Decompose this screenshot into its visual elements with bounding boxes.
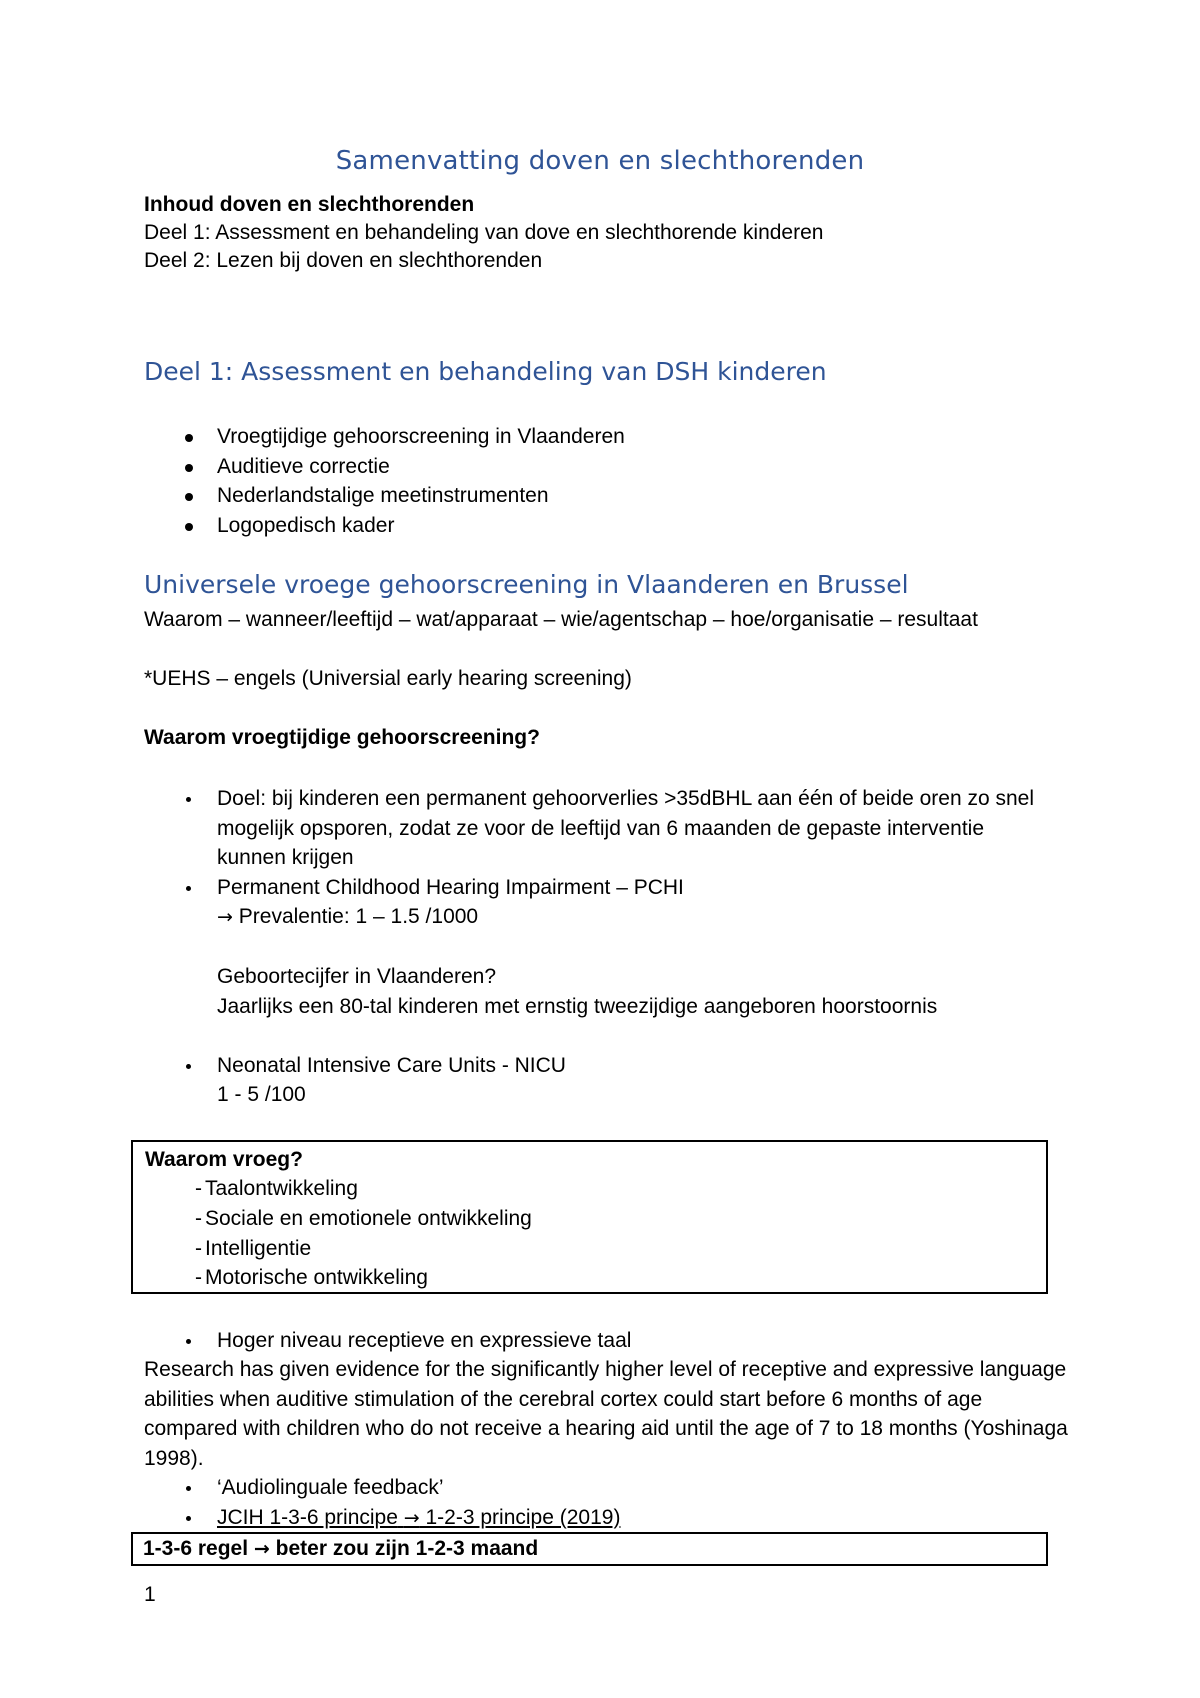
list-item: - Intelligentie [195,1237,312,1260]
list-item: - Taalontwikkeling [195,1177,358,1200]
list-item: Vroegtijdige gehoorscreening in Vlaanderen [144,422,625,452]
list-item: JCIH 1-3-6 principe → 1-2-3 principe (2019) [144,1503,1044,1534]
section-subline: Waarom – wanneer/leeftijd – wat/apparaat – wie/agentschap – hoe/organisatie – resultaat [144,608,978,631]
research-paragraph: Research has given evidence for the significantly higher level of receptive and expressive language abilities when auditive stimulation of the cerebral cortex could start before 6 months of age compared with children who do not receive a hearing aid until the age of 7 to 18 months (Yoshinaga 1998). [144,1358,1068,1470]
bullet-icon [185,434,193,442]
bullet-icon [185,464,193,472]
list-item: ‘Audiolinguale feedback’ [144,1473,1044,1503]
bullet-icon [186,1486,191,1491]
arrow-right-icon: → [253,1538,270,1560]
list-item: Permanent Childhood Hearing Impairment – PCHI → Prevalentie: 1 – 1.5 /1000 Geboortecijfer in Vlaanderen? Jaarlijks een 80-tal kinderen met ernstig tweezijdige aangeboren hoorstoornis [144,873,1044,1051]
page-number: 1 [144,1583,156,1606]
box-title: Waarom vroeg? [145,1148,303,1171]
part1-heading: Deel 1: Assessment en behandeling van DSH kinderen [144,357,827,386]
arrow-right-icon: → [217,906,233,928]
after-box-bullets [144,1473,1044,1533]
bullet-icon [186,1064,191,1069]
arrow-right-icon: → [403,1506,420,1529]
list-item: - Sociale en emotionele ontwikkeling [195,1207,532,1230]
section-note: *UEHS – engels (Universial early hearing screening) [144,667,632,690]
toc-item-deel-2: Deel 2: Lezen bij doven en slechthorenden [144,249,543,272]
part1-bullet-list [144,422,625,540]
list-item: Auditieve correctie [144,452,625,482]
bullet-icon [186,1339,191,1344]
section-question: Waarom vroegtijdige gehoorscreening? [144,726,540,749]
regel-text: 1-3-6 regel → beter zou zijn 1-2-3 maand [143,1537,539,1560]
list-item: Logopedisch kader [144,511,625,541]
bullet-icon [185,493,193,501]
regel-box [131,1532,1048,1566]
section-heading: Universele vroege gehoorscreening in Vlaanderen en Brussel [144,570,909,599]
document-title: Samenvatting doven en slechthorenden [335,146,865,176]
toc-heading: Inhoud doven en slechthorenden [144,193,475,216]
bullet-icon [186,797,191,802]
list-item: Hoger niveau receptieve en expressieve taal [144,1326,1044,1356]
bullet-icon [185,523,193,531]
list-item: - Motorische ontwikkeling [195,1266,428,1289]
bullet-icon [186,1516,191,1521]
after-box-bullet-1 [144,1326,1044,1356]
toc-item-deel-1: Deel 1: Assessment en behandeling van dove en slechthorende kinderen [144,221,824,244]
why-list [144,784,1044,1110]
list-item: Neonatal Intensive Care Units - NICU 1 - 5 /100 [144,1051,1044,1110]
bullet-icon [186,886,191,891]
waarom-vroeg-box [131,1140,1048,1294]
list-item: Nederlandstalige meetinstrumenten [144,481,625,511]
list-item: Doel: bij kinderen een permanent gehoorverlies >35dBHL aan één of beide oren zo snel mogelijk opsporen, zodat ze voor de leeftijd van 6 maanden de gepaste interventie kunnen krijgen [144,784,1047,873]
